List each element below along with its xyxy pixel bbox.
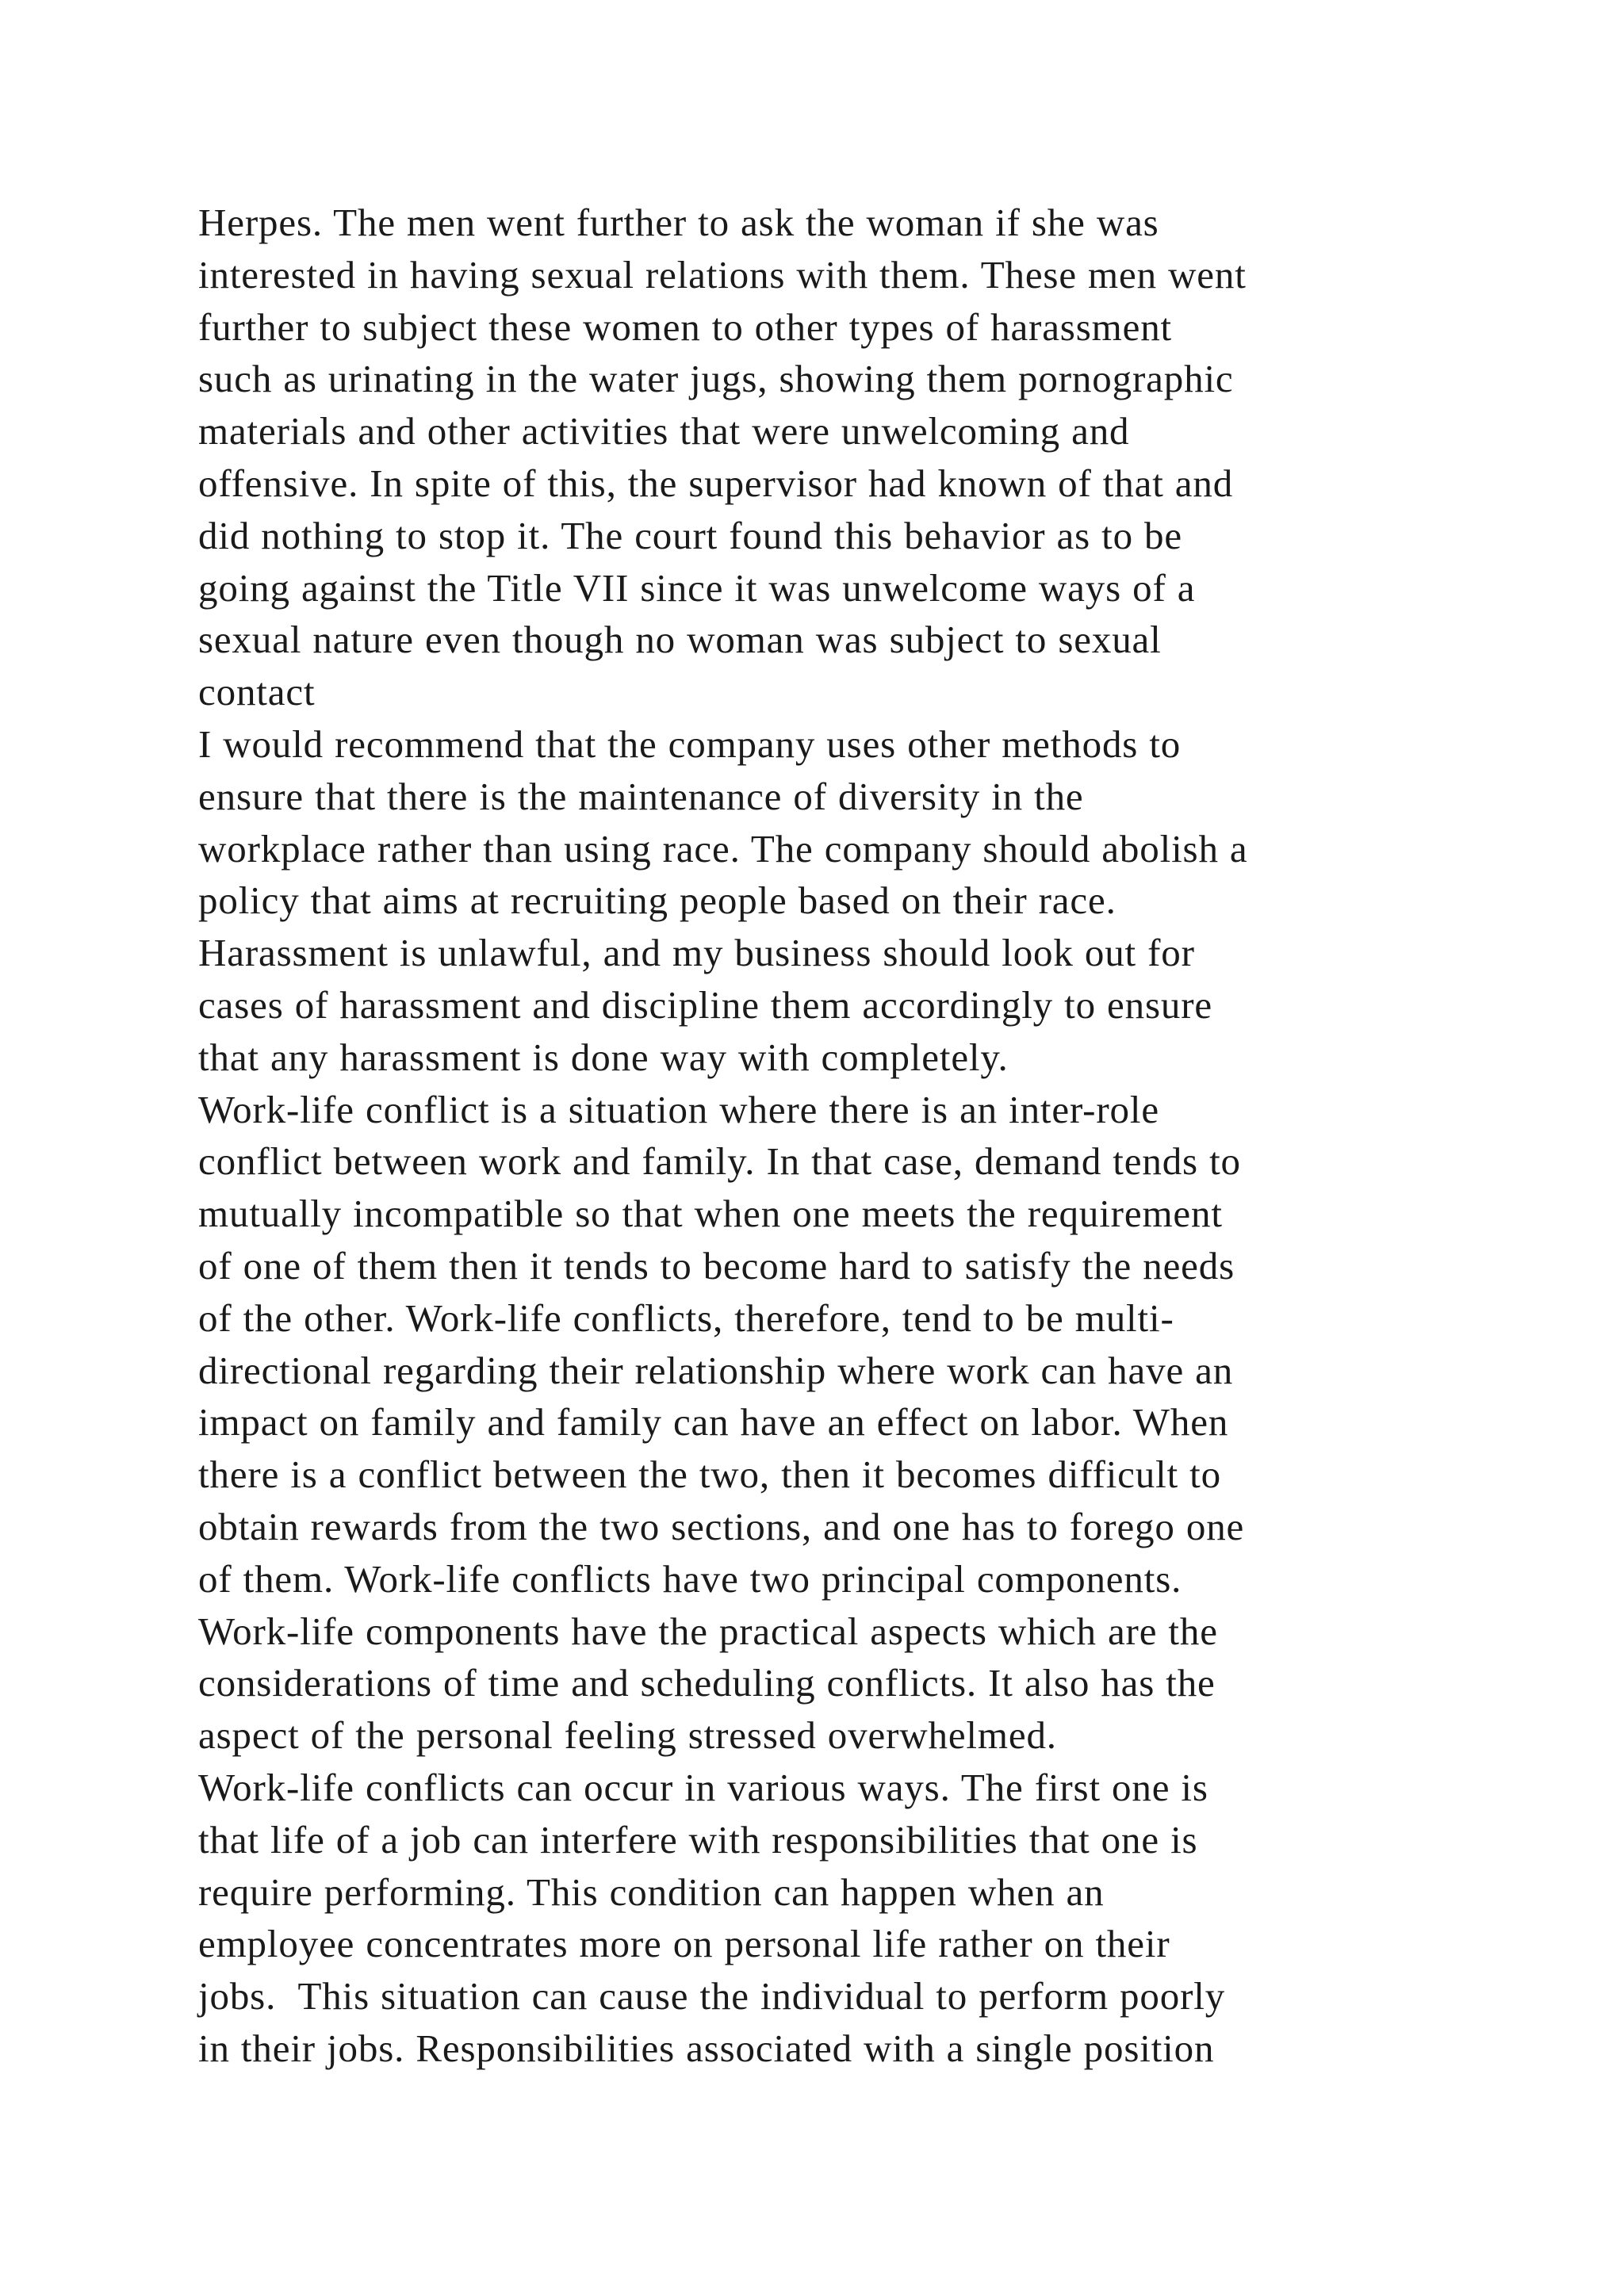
text-line: going against the Title VII since it was unwelcome ways of a (198, 565, 1196, 610)
text-line: of one of them then it tends to become hard to satisfy the needs (198, 1243, 1235, 1288)
text-line: further to subject these women to other types of harassment (198, 304, 1173, 349)
text-line: Work-life conflict is a situation where there is an inter-role (198, 1087, 1159, 1131)
text-line: materials and other activities that were unwelcoming and (198, 409, 1130, 453)
text-line: I would recommend that the company uses other methods to (198, 721, 1182, 766)
text-line: mutually incompatible so that when one meets the requirement (198, 1192, 1223, 1236)
text-line: did nothing to stop it. The court found this behavior as to be (198, 513, 1183, 557)
text-line: ensure that there is the maintenance of diversity in the (198, 774, 1084, 818)
text-line: that life of a job can interfere with responsibilities that one is (198, 1817, 1198, 1862)
text-line: cases of harassment and discipline them accordingly to ensure (198, 982, 1213, 1027)
text-line: impact on family and family can have an effect on labor. When (198, 1400, 1229, 1445)
text-line: such as urinating in the water jugs, showing them pornographic (198, 357, 1234, 401)
text-line: of the other. Work-life conflicts, therefore, tend to be multi- (198, 1295, 1174, 1340)
text-line: Work-life components have the practical aspects which are the (198, 1609, 1218, 1653)
text-line: aspect of the personal feeling stressed overwhelmed. (198, 1713, 1057, 1758)
text-line: Herpes. The men went further to ask the woman if she was (198, 201, 1159, 244)
text-line: in their jobs. Responsibilities associated with a single position (198, 2026, 1215, 2070)
text-line: considerations of time and scheduling conflicts. It also has the (198, 1661, 1216, 1705)
text-line: offensive. In spite of this, the supervisor had known of that and (198, 461, 1234, 505)
text-line: conflict between work and family. In that case, demand tends to (198, 1139, 1241, 1184)
text-line: Work-life conflicts can occur in various ways. The first one is (198, 1765, 1208, 1809)
text-line: policy that aims at recruiting people based on their race. (198, 878, 1116, 923)
text-line: workplace rather than using race. The company should abolish a (198, 826, 1248, 871)
text-line: contact (198, 670, 316, 714)
text-line: obtain rewards from the two sections, and one has to forego one (198, 1504, 1245, 1548)
text-line: of them. Work-life conflicts have two principal components. (198, 1556, 1182, 1601)
text-line: sexual nature even though no woman was subject to sexual (198, 618, 1162, 662)
text-line: require performing. This condition can happen when an (198, 1869, 1105, 1914)
text-line: employee concentrates more on personal life rather on their (198, 1922, 1170, 1966)
body-text (198, 197, 1499, 2075)
text-line: interested in having sexual relations with them. These men went (198, 252, 1247, 297)
text-line: directional regarding their relationship where work can have an (198, 1348, 1234, 1392)
text-line: there is a conflict between the two, then it becomes difficult to (198, 1452, 1221, 1497)
text-line: jobs. This situation can cause the individual to perform poorly (198, 1974, 1226, 2019)
text-line: Harassment is unlawful, and my business should look out for (198, 931, 1195, 975)
text-line: that any harassment is done way with completely. (198, 1035, 1009, 1079)
